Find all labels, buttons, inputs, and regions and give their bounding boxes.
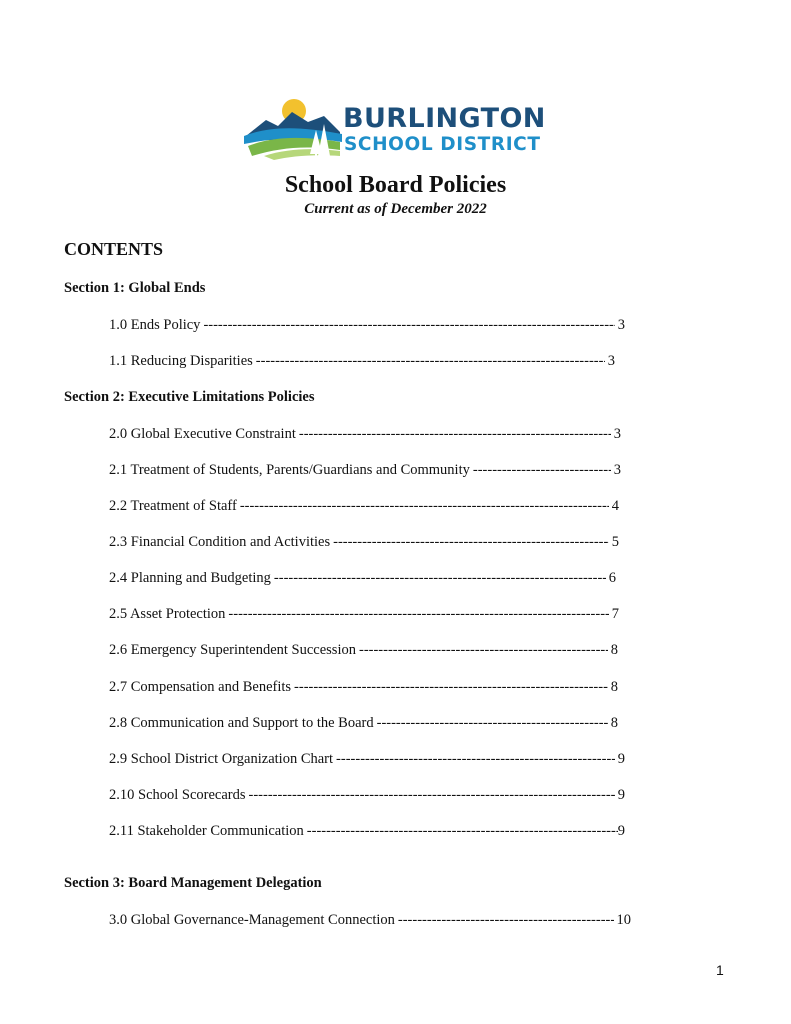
mountains-sun-trees-logo-icon [244, 96, 344, 162]
toc-entry-label: 2.6 Emergency Superintendent Succession [109, 642, 356, 658]
toc-entry-page: 7 [611, 606, 619, 622]
toc-leader-dots [333, 533, 609, 551]
toc-entry[interactable] [109, 425, 621, 443]
toc-entry-label: 2.10 School Scorecards [109, 787, 246, 803]
toc-entry-page: 3 [613, 426, 621, 442]
toc-leader-dots [377, 714, 608, 732]
toc-entry[interactable] [109, 678, 618, 696]
toc-entry[interactable] [109, 533, 619, 551]
toc-entry-page: 3 [607, 353, 615, 369]
toc-entry-label: 2.5 Asset Protection [109, 606, 226, 622]
toc-entry-page: 3 [617, 317, 625, 333]
toc-leader-dots [256, 352, 605, 370]
toc-entry-page: 3 [613, 462, 621, 478]
toc-entry-label: 2.11 Stakeholder Communication [109, 823, 304, 839]
toc-entry-label: 2.0 Global Executive Constraint [109, 426, 296, 442]
toc-leader-dots [203, 316, 614, 334]
contents-heading: CONTENTS [64, 239, 164, 259]
toc-entry[interactable] [109, 822, 625, 840]
toc-entry[interactable] [109, 497, 619, 515]
toc-entry-label: 2.4 Planning and Budgeting [109, 570, 271, 586]
section-heading: Section 2: Executive Limitations Policies [64, 389, 315, 405]
toc-entry-label: 2.3 Financial Condition and Activities [109, 534, 331, 550]
toc-leader-dots [274, 569, 606, 587]
toc-entry-page: 10 [616, 912, 631, 928]
toc-entry-page: 4 [611, 498, 619, 514]
toc-entry[interactable] [109, 750, 625, 768]
logo-text-school-district: SCHOOL DISTRICT [344, 134, 541, 155]
district-logo [244, 96, 554, 162]
toc-leader-dots [299, 425, 611, 443]
toc-entry-label: 2.9 School District Organization Chart [109, 751, 334, 767]
toc-leader-dots [398, 911, 614, 929]
toc-entry[interactable] [109, 605, 619, 623]
toc-entry-label: 1.1 Reducing Disparities [109, 353, 253, 369]
toc-entry-page: 6 [608, 570, 616, 586]
toc-entry-page: 8 [610, 642, 618, 658]
toc-entry-label: 2.8 Communication and Support to the Board [109, 715, 374, 731]
toc-leader-dots [228, 605, 608, 623]
document-subtitle: Current as of December 2022 [304, 201, 487, 217]
toc-entry-label: 2.1 Treatment of Students, Parents/Guardians and Community [109, 462, 470, 478]
toc-entry-page: 9 [617, 751, 625, 767]
toc-leader-dots [307, 822, 618, 840]
toc-entry-page: 8 [610, 715, 618, 731]
toc-entry[interactable] [109, 714, 618, 732]
toc-entry[interactable] [109, 786, 625, 804]
toc-leader-dots [336, 750, 615, 768]
toc-entry[interactable] [109, 911, 631, 929]
toc-entry-page: 9 [617, 823, 625, 839]
toc-entry-label: 2.7 Compensation and Benefits [109, 679, 292, 695]
page-number: 1 [716, 962, 724, 978]
toc-leader-dots [249, 786, 615, 804]
toc-entry-page: 8 [610, 679, 618, 695]
toc-leader-dots [240, 497, 609, 515]
logo-text-burlington: BURLINGTON [343, 103, 546, 134]
document-title: School Board Policies [284, 172, 507, 198]
toc-entry[interactable] [109, 316, 625, 334]
toc-entry[interactable] [109, 641, 618, 659]
toc-leader-dots [294, 678, 608, 696]
section-heading: Section 3: Board Management Delegation [64, 875, 322, 891]
toc-entry[interactable] [109, 569, 616, 587]
toc-entry-page: 5 [611, 534, 619, 550]
toc-entry-label: 1.0 Ends Policy [109, 317, 201, 333]
toc-leader-dots [473, 461, 611, 479]
toc-entry[interactable] [109, 461, 621, 479]
toc-leader-dots [359, 641, 608, 659]
toc-entry-label: 2.2 Treatment of Staff [109, 498, 237, 514]
toc-entry[interactable] [109, 352, 615, 370]
section-heading: Section 1: Global Ends [64, 280, 206, 296]
toc-entry-page: 9 [617, 787, 625, 803]
toc-entry-label: 3.0 Global Governance-Management Connection [109, 912, 395, 928]
